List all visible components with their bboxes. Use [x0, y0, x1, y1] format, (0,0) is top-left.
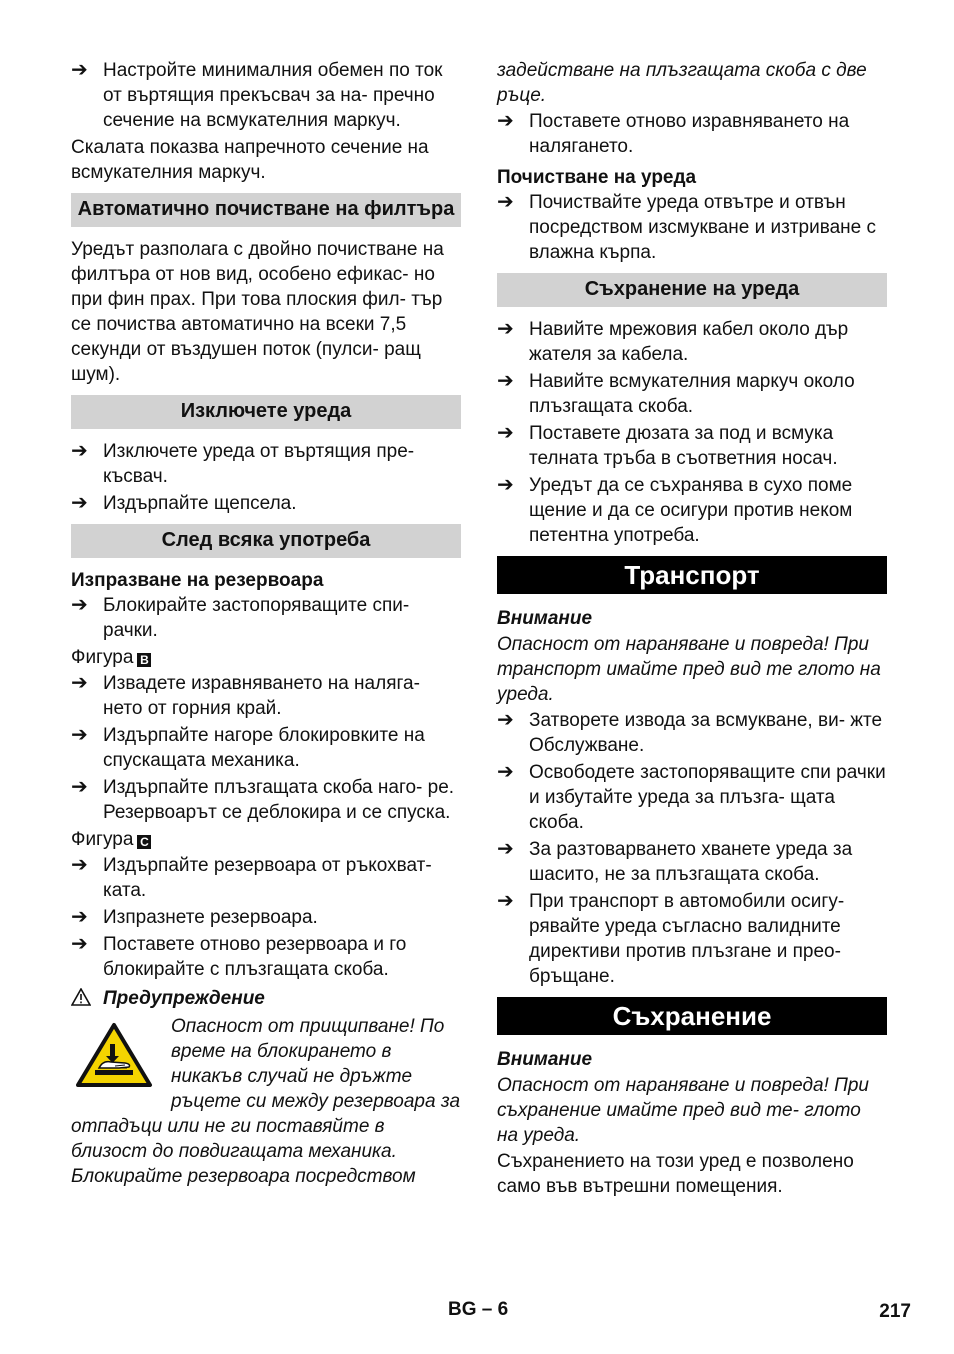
list-item: ➔ Издърпайте щепсела. — [71, 492, 297, 514]
section-heading-switch-off: Изключете уреда — [71, 395, 461, 429]
list-item: ➔ Поставете дюзата за под и всмука телната тръба в съответния носач. — [497, 422, 838, 469]
list-item: ➔ Изключете уреда от въртящия пре- късвач. — [71, 440, 415, 487]
arrow-right-icon: ➔ — [71, 906, 88, 928]
warning-heading: Предупреждение — [71, 986, 461, 1011]
list-item: ➔ Издърпайте нагоре блокировките на спускащата механика. — [71, 724, 425, 771]
pressure-list — [497, 109, 887, 159]
arrow-right-icon: ➔ — [71, 672, 88, 694]
warning-block — [71, 1014, 461, 1189]
arrow-right-icon: ➔ — [71, 440, 88, 462]
warning-triangle-icon — [71, 988, 91, 1013]
figure-c-ref: Фигура C — [71, 827, 461, 852]
figure-b-ref: Фигура B — [71, 645, 461, 670]
right-column — [497, 58, 887, 1200]
list-item: ➔ Навийте всмукателния маркуч около плъзгащата скоба. — [497, 370, 855, 417]
arrow-right-icon: ➔ — [71, 854, 88, 876]
list-item: ➔ Изпразнете резервоара. — [71, 906, 318, 928]
section-heading-transport: Транспорт — [497, 556, 887, 594]
list-item: ➔ Поставете отново изравняването на налягането. — [497, 110, 850, 157]
arrow-right-icon: ➔ — [497, 709, 514, 731]
warning-text: Опасност от прищипване! По време на блокирането в никакъв случай не дръжте ръцете си между резервоара за отпадъци или не ги поставяйте в близост до повдигащата механика. Блокирайте резервоара посредством — [71, 1016, 461, 1187]
scale-note: Скалата показва напречното сечение на всмукателния маркуч. — [71, 137, 429, 183]
arrow-right-icon: ➔ — [71, 492, 88, 514]
list-item: ➔ Затворете извода за всмукване, ви- жте Обслужване. — [497, 709, 883, 756]
arrow-right-icon: ➔ — [497, 422, 514, 444]
list-item: ➔ Издърпайте резервоара от ръкохват- ката. — [71, 854, 432, 901]
arrow-right-icon: ➔ — [71, 776, 88, 798]
section-heading-storage: Съхранение — [497, 997, 887, 1035]
list-item: ➔ Почиствайте уреда отвътре и отвън посредством изсмукване и изтриване с влажна кърпа. — [497, 191, 877, 263]
arrow-right-icon: ➔ — [497, 890, 514, 912]
arrow-right-icon: ➔ — [497, 370, 514, 392]
arrow-right-icon: ➔ — [497, 110, 514, 132]
list-item: ➔ Навийте мрежовия кабел около дър жателя за кабела. — [497, 318, 849, 365]
arrow-right-icon: ➔ — [497, 191, 514, 213]
list-item: ➔ При транспорт в автомобили осигу- рявайте уреда съгласно валидните директиви против плъзгане и прео- бръщане. — [497, 890, 845, 987]
left-column — [71, 58, 461, 1189]
subheading-clean-device: Почистване на уреда — [497, 167, 697, 188]
figure-letter-b: B — [137, 653, 151, 667]
section-heading-storage-device: Съхранение на уреда — [497, 273, 887, 307]
list-item: ➔ Поставете отново резервоара и го блокирайте с плъзгащата скоба. — [71, 933, 407, 980]
figure-letter-c: C — [137, 835, 151, 849]
transport-attention-text: Опасност от нараняване и повреда! При транспорт имайте пред вид те глото на уреда. — [497, 634, 881, 705]
warning-continuation: задействане на плъзгащата скоба с две ръце. — [497, 60, 867, 106]
arrow-right-icon: ➔ — [497, 318, 514, 340]
empty-tank-list-2 — [71, 671, 461, 825]
list-item: ➔ Извадете изравняването на наляга- нето от горния край. — [71, 672, 420, 719]
section-heading-after-use: След всяка употреба — [71, 524, 461, 558]
storage-attention-text: Опасност от нараняване и повреда! При съхранение имайте пред вид те- глото на уреда. — [497, 1075, 869, 1146]
arrow-right-icon: ➔ — [71, 594, 88, 616]
transport-attention-label: Внимание — [497, 608, 593, 629]
subheading-empty-tank: Изпразване на резервоара — [71, 570, 324, 591]
list-item: ➔ Уредът да се съхранява в сухо поме щение и да се осигури против неком петентна употреба. — [497, 474, 853, 546]
switch-off-list — [71, 439, 461, 516]
arrow-right-icon: ➔ — [497, 474, 514, 496]
empty-tank-list-1 — [71, 593, 461, 643]
hand-crush-hazard-icon — [75, 1022, 153, 1088]
storage-note: Съхранението на този уред е позволено само във вътрешни помещения. — [497, 1151, 854, 1197]
arrow-right-icon: ➔ — [71, 59, 88, 81]
clean-list — [497, 190, 887, 265]
list-item: ➔ За разтоварването хванете уреда за шасито, не за плъзгащата скоба. — [497, 838, 853, 885]
transport-list — [497, 708, 887, 989]
arrow-right-icon: ➔ — [497, 838, 514, 860]
section-heading-auto-clean: Автоматично почистване на филтъра — [71, 193, 461, 227]
list-item: ➔ Настройте минималния обемен по ток от въртящия прекъсвач за на- пречно сечение на всмукателния маркуч. — [71, 59, 443, 131]
list-item: ➔ Блокирайте застопоряващите спи- рачки. — [71, 594, 410, 641]
auto-clean-text: Уредът разполага с двойно почистване на филтъра от нов вид, особено ефикас- но при фин прах. При това плоския фил- тър се почиства автоматично на всеки 7,5 секунди от въздушен поток (пулси- ращ шум). — [71, 239, 444, 385]
arrow-right-icon: ➔ — [497, 761, 514, 783]
footer-language-page: BG – 6 — [448, 1299, 509, 1320]
empty-tank-list-3 — [71, 853, 461, 982]
arrow-right-icon: ➔ — [71, 933, 88, 955]
storage-attention-label: Внимание — [497, 1049, 593, 1070]
page-number: 217 — [879, 1301, 911, 1322]
list-item: ➔ Освободете застопоряващите спи рачки и избутайте уреда за плъзга- щата скоба. — [497, 761, 886, 833]
arrow-right-icon: ➔ — [71, 724, 88, 746]
list-item: ➔ Издърпайте плъзгащата скоба наго- ре. Резервоарът се деблокира и се спуска. — [71, 776, 455, 823]
storage-list — [497, 317, 887, 548]
